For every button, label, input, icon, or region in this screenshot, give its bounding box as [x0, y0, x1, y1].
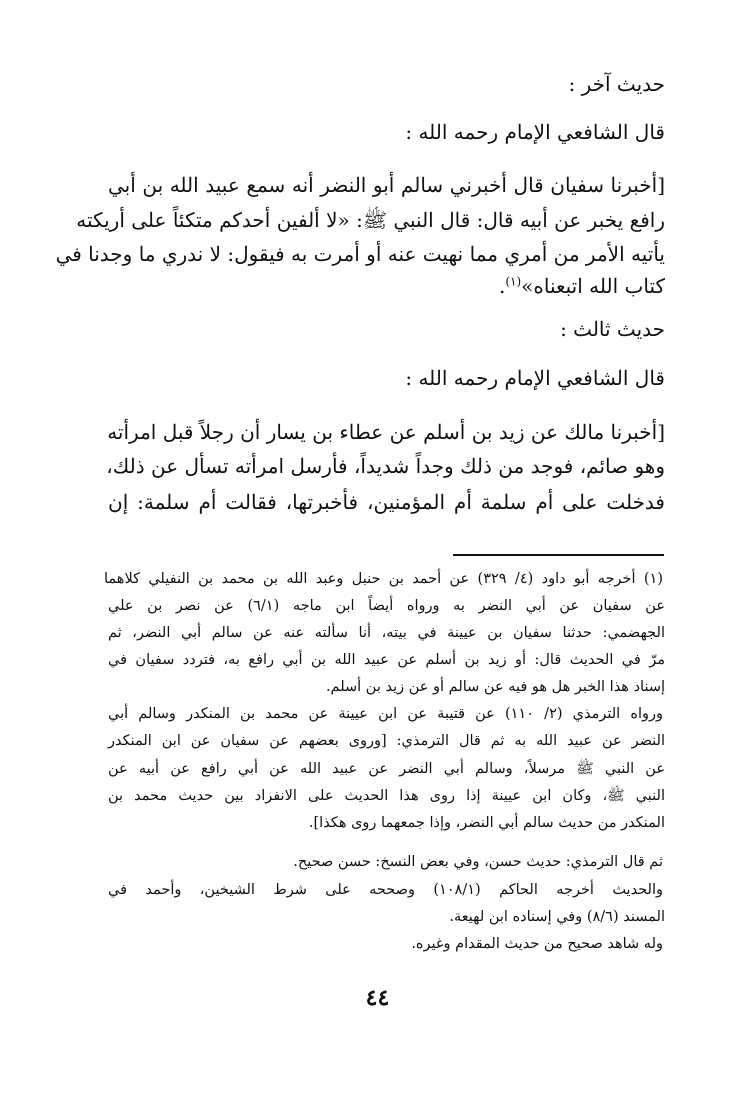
hadith-line: [أخبرنا مالك عن زيد بن أسلم عن عطاء بن يسار أن رجلاً قبل امرأته — [107, 420, 665, 444]
footnote-reference: (١) — [505, 274, 522, 289]
footnote-line: والحديث أخرجه الحاكم (١٠٨/١) وصححه على شرط الشيخين، وأحمد في — [108, 882, 664, 898]
footnote-line: النضر عن عبيد الله به ثم قال الترمذي: [وروى بعضهم عن سفيان عن ابن المنكدر — [108, 733, 665, 749]
hadith-line: [أخبرنا سفيان قال أخبرني سالم أبو النضر أنه سمع عبيد الله بن أبي — [108, 173, 665, 197]
footnote-line: عن النبي ﷺ مرسلاً، وسالم أبي النضر عن عبيد الله عن أبي رافع عن أبيه عن — [108, 761, 665, 777]
hadith-line-last — [499, 274, 665, 299]
page-number: ٤٤ — [365, 985, 390, 1011]
narration-intro: قال الشافعي الإمام رحمه الله : — [405, 366, 665, 390]
narration-intro: قال الشافعي الإمام رحمه الله : — [405, 120, 665, 144]
hadith-text: كتاب الله اتبعناه» — [521, 274, 665, 298]
footnote-line: النبي ﷺ، وكان ابن عيينة إذا روى هذا الحديث على الانفراد بين حديث محمد بن — [108, 788, 665, 804]
footnote-line: ثم قال الترمذي: حديث حسن، وفي بعض النسخ: حسن صحيح. — [293, 854, 663, 870]
footnote-line: إسناد هذا الخبر هل هو فيه عن سالم أو عن زيد بن أسلم. — [325, 679, 665, 695]
hadith-end-mark: . — [498, 274, 506, 298]
footnote-separator — [453, 554, 664, 556]
footnote-line: (١) أخرجه أبو داود (٤/ ٣٢٩) عن أحمد بن حنبل وعبد الله بن محمد بن النفيلي كلاهما — [104, 571, 664, 587]
section-heading: حديث آخر : — [568, 72, 665, 96]
section-heading: حديث ثالث : — [560, 317, 665, 341]
hadith-line: رافع يخبر عن أبيه قال: قال النبي ﷺ: «لا ألفين أحدكم متكئاً على أريكته — [76, 208, 665, 232]
footnote-line: ورواه الترمذي (٢/ ١١٠) عن قتيبة عن ابن عيينة عن محمد بن المنكدر وسالم أبي — [108, 706, 663, 722]
hadith-line: فدخلت على أم سلمة أم المؤمنين، فأخبرتها، فقالت أم سلمة: إن — [108, 490, 665, 514]
footnote-line: مرّ في الحديث قال: أو زيد بن أسلم عن عبيد الله بن أبي رافع به، فتردد سفيان في — [108, 652, 665, 668]
hadith-line: وهو صائم، فوجد من ذلك وجداً شديداً، فأرسل امرأته تسأل عن ذلك، — [106, 454, 665, 478]
footnote-line: المنكدر من حديث سالم أبي النضر، وإذا جمعهما روى هكذا]. — [308, 815, 665, 831]
footnote-line: المسند (٨/٦) وفي إسناده ابن لهيعة. — [449, 909, 665, 925]
footnote-line: وله شاهد صحيح من حديث المقدام وغيره. — [411, 936, 663, 952]
hadith-line: يأتيه الأمر من أمري مما نهيت عنه أو أمرت به فيقول: لا ندري ما وجدنا في — [55, 242, 665, 266]
footnote-line: الجهضمي: حدثنا سفيان بن عيينة في بيته، أنا سألته عنه عن سالم أبي النضر، ثم — [108, 625, 665, 641]
footnote-line: عن سفيان عن أبي النضر به ورواه أيضاً ابن ماجه (٦/١) عن نصر بن علي — [108, 598, 665, 614]
